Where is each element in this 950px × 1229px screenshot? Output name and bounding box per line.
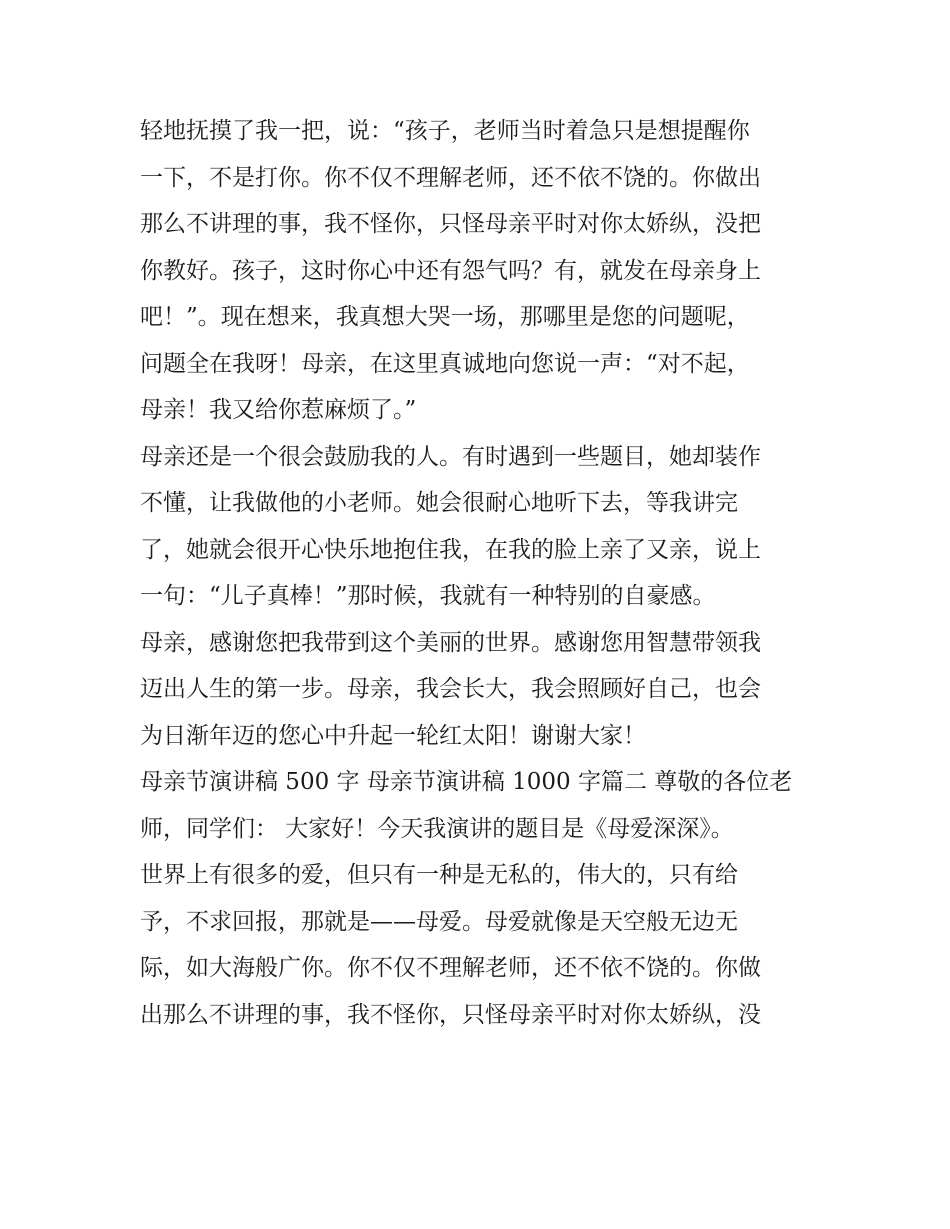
text-line: 出那么不讲理的事，我不怪你，只怪母亲平时对你太娇纵，没 bbox=[140, 1001, 761, 1028]
text-line: 问题全在我呀！母亲，在这里真诚地向您说一声：“对不起， bbox=[140, 350, 750, 377]
text-line: 轻地抚摸了我一把，说：“孩子，老师当时着急只是想提醒你 bbox=[140, 118, 750, 144]
text-line: 母亲节演讲稿 500 字 母亲节演讲稿 1000 字篇二 尊敬的各位老 bbox=[140, 769, 793, 795]
text-line: 师，同学们： 大家好！今天我演讲的题目是《母爱深深》。 bbox=[140, 815, 734, 842]
text-line: 了，她就会很开心快乐地抱住我，在我的脸上亲了又亲，说上 bbox=[140, 536, 761, 563]
text-line: 你教好。孩子，这时你心中还有怨气吗？有，就发在母亲身上 bbox=[140, 257, 761, 284]
text-line: 那么不讲理的事，我不怪你，只怪母亲平时对你太娇纵，没把 bbox=[140, 211, 761, 237]
text-line: 一句：“儿子真棒！”那时候，我就有一种特别的自豪感。 bbox=[140, 583, 716, 609]
text-line: 母亲，感谢您把我带到这个美丽的世界。感谢您用智慧带领我 bbox=[140, 629, 761, 656]
text-line: 母亲还是一个很会鼓励我的人。有时遇到一些题目，她却装作 bbox=[140, 443, 761, 470]
text-line: 际，如大海般广你。你不仅不理解老师，还不依不饶的。你做 bbox=[140, 955, 761, 981]
text-line: 一下，不是打你。你不仅不理解老师，还不依不饶的。你做出 bbox=[140, 164, 761, 191]
text-line: 世界上有很多的爱，但只有一种是无私的，伟大的，只有给 bbox=[140, 862, 738, 888]
text-line: 为日渐年迈的您心中升起一轮红太阳！谢谢大家！ bbox=[140, 722, 646, 749]
text-line: 予，不求回报，那就是——母爱。母爱就像是天空般无边无 bbox=[140, 908, 738, 935]
body-text bbox=[140, 108, 830, 1038]
text-line: 吧！”。现在想来，我真想大哭一场，那哪里是您的问题呢， bbox=[140, 304, 750, 330]
text-line: 母亲！我又给你惹麻烦了。” bbox=[140, 397, 417, 423]
text-line: 迈出人生的第一步。母亲，我会长大，我会照顾好自己，也会 bbox=[140, 676, 761, 702]
text-line: 不懂，让我做他的小老师。她会很耐心地听下去，等我讲完 bbox=[140, 490, 738, 516]
